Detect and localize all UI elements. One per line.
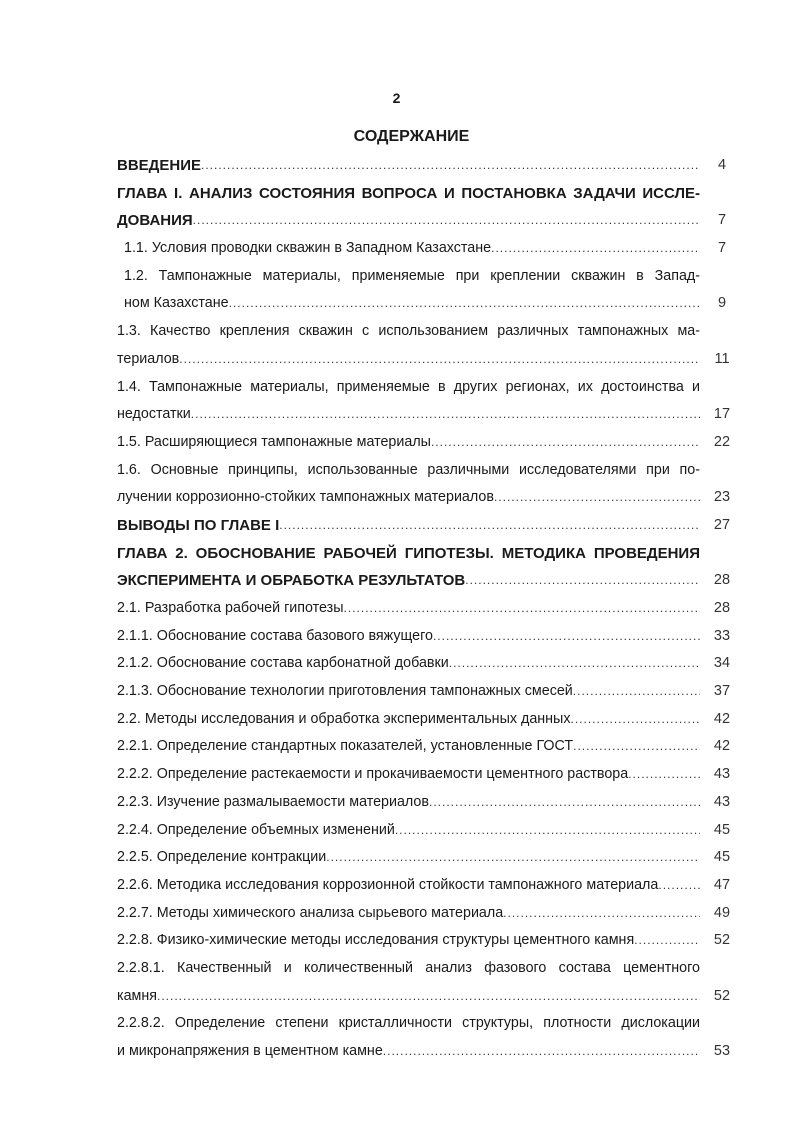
toc-line bbox=[117, 180, 737, 208]
toc-entry bbox=[117, 706, 737, 734]
toc-leader-line bbox=[117, 817, 700, 845]
toc-line bbox=[117, 983, 737, 1011]
toc-line bbox=[117, 872, 737, 900]
toc-entry-text: 1.4. Тампонажные материалы, применяемые в других регионах, их достоинства и bbox=[117, 378, 700, 395]
dot-leader bbox=[449, 650, 700, 678]
toc-leader-line bbox=[117, 429, 700, 457]
toc-page-number: 42 bbox=[713, 710, 731, 727]
toc-line bbox=[117, 318, 737, 346]
toc-entry-text: 2.2.1. Определение стандартных показателей, установленные ГОСТ bbox=[117, 738, 574, 755]
toc-entry bbox=[117, 457, 737, 512]
dot-leader bbox=[179, 346, 700, 374]
toc-entry-text: 1.5. Расширяющиеся тампонажные материалы bbox=[117, 433, 431, 450]
toc-entry-text: 1.1. Условия проводки скважин в Западном Казахстане bbox=[124, 240, 492, 257]
toc-entry-text: ЭКСПЕРИМЕНТА И ОБРАБОТКА РЕЗУЛЬТАТОВ bbox=[117, 572, 466, 590]
toc-leader-line bbox=[117, 1038, 700, 1066]
toc-entry bbox=[117, 678, 737, 706]
toc-entry-text: ГЛАВА I. АНАЛИЗ СОСТОЯНИЯ ВОПРОСА И ПОСТАНОВКА ЗАДАЧИ ИССЛЕ- bbox=[117, 184, 700, 202]
toc-line bbox=[117, 623, 737, 651]
toc-line bbox=[117, 733, 737, 761]
dot-leader bbox=[570, 706, 700, 734]
toc-leader-line bbox=[117, 484, 700, 512]
toc-page-number: 23 bbox=[713, 489, 731, 506]
toc-entry bbox=[117, 650, 737, 678]
toc-leader-line bbox=[117, 844, 700, 872]
toc-entry bbox=[117, 1010, 737, 1065]
toc-entry-text: 2.1.3. Обоснование технологии приготовления тампонажных смесей bbox=[117, 683, 573, 700]
toc-leader-line bbox=[117, 789, 700, 817]
toc-leader-line bbox=[117, 983, 700, 1011]
toc-line bbox=[117, 817, 737, 845]
toc-entry bbox=[117, 733, 737, 761]
toc-line bbox=[117, 457, 737, 485]
toc-line bbox=[117, 152, 737, 180]
toc-entry-text: 1.3. Качество крепления скважин с использованием различных тампонажных ма- bbox=[117, 323, 700, 340]
toc-title: СОДЕРЖАНИЕ bbox=[353, 128, 470, 145]
toc-entry-text: 2.1.1. Обоснование состава базового вяжущего bbox=[117, 627, 433, 644]
toc-entry-text: 2.1. Разработка рабочей гипотезы bbox=[117, 600, 344, 616]
toc-entry-text: ВВЕДЕНИЕ bbox=[117, 157, 201, 174]
toc-line bbox=[117, 540, 737, 568]
toc-line bbox=[117, 761, 737, 789]
dot-leader bbox=[491, 235, 700, 263]
toc-leader-line bbox=[117, 706, 700, 734]
toc-entry bbox=[117, 623, 737, 651]
dot-leader bbox=[395, 817, 700, 845]
toc-entry-text: 2.1.2. Обоснование состава карбонатной добавки bbox=[117, 655, 449, 672]
toc-line bbox=[124, 235, 737, 263]
dot-leader bbox=[503, 900, 700, 928]
toc-line bbox=[117, 484, 737, 512]
toc-entry-text: ДОВАНИЯ bbox=[117, 212, 193, 230]
toc-page-number: 52 bbox=[713, 987, 731, 1004]
toc-line bbox=[117, 900, 737, 928]
toc-line bbox=[117, 374, 737, 402]
toc-entry bbox=[117, 595, 737, 623]
toc-line bbox=[124, 263, 737, 291]
dot-leader bbox=[279, 512, 700, 540]
toc-page-number: 11 bbox=[714, 350, 730, 367]
toc-line bbox=[117, 429, 737, 457]
toc-page-number: 52 bbox=[713, 932, 731, 949]
toc-page-number: 42 bbox=[713, 738, 731, 755]
toc-line bbox=[117, 706, 737, 734]
toc-entry-text: 1.2. Тампонажные материалы, применяемые при креплении скважин в Запад- bbox=[124, 267, 700, 284]
toc-entry-text: 2.2.8.1. Качественный и количественный анализ фазового состава цементного bbox=[117, 959, 700, 976]
table-of-contents bbox=[117, 152, 737, 1066]
toc-leader-line bbox=[117, 512, 700, 540]
toc-line bbox=[117, 650, 737, 678]
toc-leader-line bbox=[117, 207, 700, 235]
dot-leader bbox=[573, 733, 700, 761]
toc-entry-text: 2.2.5. Определение контракции bbox=[117, 849, 327, 866]
toc-entry bbox=[117, 817, 737, 845]
toc-line bbox=[117, 927, 737, 955]
toc-line bbox=[117, 595, 737, 623]
toc-page-number: 47 bbox=[713, 876, 731, 893]
page-number: 2 bbox=[392, 90, 401, 106]
toc-entry-text: ном Казахстане bbox=[124, 295, 229, 312]
dot-leader bbox=[431, 429, 700, 457]
toc-entry-text: 1.6. Основные принципы, использованные различными исследователями при по- bbox=[117, 461, 700, 478]
toc-line bbox=[117, 401, 737, 429]
toc-leader-line bbox=[117, 152, 700, 180]
toc-entry bbox=[117, 927, 737, 955]
toc-leader-line bbox=[117, 927, 700, 955]
toc-leader-line bbox=[117, 872, 700, 900]
dot-leader bbox=[193, 207, 700, 235]
toc-page-number: 53 bbox=[713, 1043, 731, 1059]
toc-entry-text: 2.2.3. Изучение размалываемости материалов bbox=[117, 793, 429, 810]
toc-entry bbox=[117, 235, 737, 263]
toc-entry bbox=[117, 180, 737, 235]
dot-leader bbox=[383, 1038, 700, 1066]
dot-leader bbox=[326, 844, 700, 872]
toc-entry-text: 2.2.2. Определение растекаемости и прокачиваемости цементного раствора bbox=[117, 766, 629, 783]
toc-leader-line bbox=[117, 761, 700, 789]
toc-entry bbox=[117, 152, 737, 180]
toc-leader-line bbox=[124, 235, 700, 263]
dot-leader bbox=[573, 678, 700, 706]
toc-leader-line bbox=[124, 290, 700, 318]
toc-line bbox=[117, 1038, 737, 1066]
toc-line bbox=[124, 290, 737, 318]
toc-entry bbox=[117, 955, 737, 1010]
toc-entry bbox=[117, 540, 737, 595]
toc-page-number: 45 bbox=[713, 849, 731, 866]
toc-entry bbox=[117, 761, 737, 789]
toc-line bbox=[117, 955, 737, 983]
toc-entry-text: 2.2. Методы исследования и обработка экспериментальных данных bbox=[117, 710, 571, 727]
dot-leader bbox=[191, 401, 700, 429]
toc-entry bbox=[117, 844, 737, 872]
toc-line bbox=[117, 512, 737, 540]
toc-page-number: 43 bbox=[713, 766, 731, 783]
toc-entry bbox=[117, 318, 737, 373]
toc-page-number: 37 bbox=[713, 683, 731, 700]
dot-leader bbox=[201, 152, 700, 180]
toc-page-number: 28 bbox=[713, 600, 731, 616]
toc-line bbox=[117, 346, 737, 374]
dot-leader bbox=[658, 872, 700, 900]
toc-page-number: 22 bbox=[713, 433, 731, 450]
toc-entry-text: лучении коррозионно-стойких тампонажных материалов bbox=[117, 489, 494, 506]
toc-leader-line bbox=[117, 900, 700, 928]
toc-line bbox=[117, 1010, 737, 1038]
toc-entry-text: 2.2.8.2. Определение степени кристалличности структуры, плотности дислокации bbox=[117, 1015, 700, 1032]
toc-line bbox=[117, 567, 737, 595]
toc-page-number: 34 bbox=[713, 655, 731, 672]
dot-leader bbox=[344, 595, 700, 623]
toc-line bbox=[117, 678, 737, 706]
dot-leader bbox=[628, 761, 700, 789]
toc-entry-text: 2.2.7. Методы химического анализа сырьевого материала bbox=[117, 904, 504, 921]
toc-line bbox=[117, 207, 737, 235]
toc-leader-line bbox=[117, 678, 700, 706]
dot-leader bbox=[229, 290, 700, 318]
toc-page-number: 45 bbox=[713, 821, 731, 838]
toc-page-number: 33 bbox=[713, 627, 731, 644]
toc-leader-line bbox=[117, 733, 700, 761]
dot-leader bbox=[494, 484, 700, 512]
toc-entry bbox=[117, 872, 737, 900]
toc-page-number: 4 bbox=[717, 157, 727, 173]
toc-page-number: 17 bbox=[713, 406, 731, 423]
toc-leader-line bbox=[117, 623, 700, 651]
toc-entry-text: 2.2.6. Методика исследования коррозионной стойкости тампонажного материала bbox=[117, 876, 659, 893]
toc-entry-text: ГЛАВА 2. ОБОСНОВАНИЕ РАБОЧЕЙ ГИПОТЕЗЫ. МЕТОДИКА ПРОВЕДЕНИЯ bbox=[117, 544, 700, 562]
toc-page-number: 7 bbox=[717, 212, 727, 229]
toc-entry bbox=[117, 900, 737, 928]
dot-leader bbox=[157, 983, 700, 1011]
dot-leader bbox=[433, 623, 700, 651]
toc-page-number: 49 bbox=[713, 904, 731, 921]
toc-page-number: 43 bbox=[713, 793, 731, 810]
toc-entry bbox=[117, 374, 737, 429]
toc-line bbox=[117, 844, 737, 872]
toc-leader-line bbox=[117, 346, 700, 374]
toc-entry bbox=[117, 512, 737, 540]
toc-page-number: 27 bbox=[713, 516, 731, 533]
toc-leader-line bbox=[117, 650, 700, 678]
toc-entry-text: недостатки bbox=[117, 406, 191, 423]
toc-entry bbox=[117, 429, 737, 457]
toc-leader-line bbox=[117, 401, 700, 429]
toc-entry-text: и микронапряжения в цементном камне bbox=[117, 1043, 383, 1059]
toc-entry-text: камня bbox=[117, 987, 157, 1004]
toc-entry bbox=[117, 789, 737, 817]
toc-leader-line bbox=[117, 595, 700, 623]
toc-leader-line bbox=[117, 567, 700, 595]
toc-entry-text: териалов bbox=[117, 350, 180, 367]
dot-leader bbox=[634, 927, 700, 955]
toc-page-number: 7 bbox=[717, 240, 727, 257]
toc-entry bbox=[117, 263, 737, 318]
toc-line bbox=[117, 789, 737, 817]
toc-entry-text: 2.2.8. Физико-химические методы исследования структуры цементного камня bbox=[117, 932, 635, 949]
toc-entry-text: 2.2.4. Определение объемных изменений bbox=[117, 821, 395, 838]
dot-leader bbox=[429, 789, 700, 817]
dot-leader bbox=[465, 567, 700, 595]
toc-page-number: 9 bbox=[717, 295, 727, 312]
toc-page-number: 28 bbox=[713, 572, 731, 589]
toc-entry-text: ВЫВОДЫ ПО ГЛАВЕ I bbox=[117, 516, 280, 534]
